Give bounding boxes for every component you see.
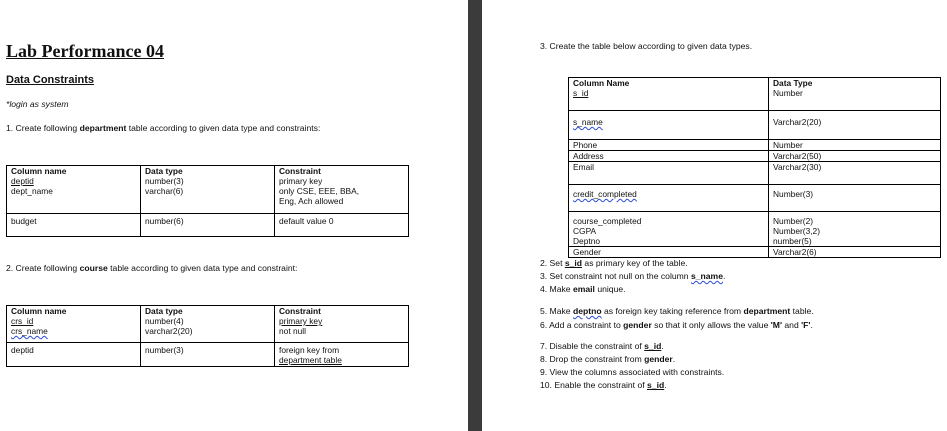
task-2 bbox=[540, 258, 688, 268]
table-cell: Email bbox=[569, 162, 769, 185]
task-6 bbox=[540, 320, 813, 330]
cell-text: credit_completed bbox=[573, 189, 637, 199]
task-3 bbox=[540, 271, 725, 281]
left-page bbox=[0, 0, 468, 431]
header-cell: Constraint bbox=[275, 166, 409, 177]
task-text: 6. Add a constraint to bbox=[540, 320, 624, 330]
question-2 bbox=[6, 263, 297, 273]
task-text: 5. Make bbox=[540, 306, 573, 316]
table-header-row bbox=[569, 78, 941, 89]
login-note: *login as system bbox=[6, 99, 69, 109]
task-keyword: gender bbox=[644, 354, 673, 364]
table-cell: foreign key from bbox=[275, 343, 409, 356]
page-divider bbox=[468, 0, 482, 431]
page-title: Lab Performance 04 bbox=[6, 41, 164, 61]
table-row bbox=[569, 111, 941, 140]
q1-table-name: department bbox=[79, 123, 127, 133]
table-cell: number(3) bbox=[141, 343, 275, 356]
table-cell: Phone bbox=[569, 140, 769, 151]
task-keyword: email bbox=[572, 284, 595, 294]
header-cell: Data type bbox=[141, 306, 275, 317]
table-cell: crs_id bbox=[7, 316, 141, 326]
task-text: as foreign key taking reference from bbox=[601, 306, 744, 316]
task-8 bbox=[540, 354, 675, 364]
table-cell: default value 0 bbox=[275, 214, 409, 237]
table-cell: Gender bbox=[569, 247, 769, 258]
table-cell: number(4) bbox=[141, 316, 275, 326]
table-cell: Number bbox=[769, 88, 941, 111]
table-cell: deptid bbox=[7, 176, 141, 186]
cell-text: course_completed bbox=[573, 216, 642, 226]
header-cell: Column name bbox=[7, 166, 141, 177]
task-text: table. bbox=[790, 306, 814, 316]
task-10 bbox=[540, 380, 667, 390]
q2-table-name: course bbox=[79, 263, 108, 273]
task-keyword: deptno bbox=[572, 306, 602, 316]
table-row bbox=[569, 88, 941, 111]
task-text: so that it only allows the value bbox=[651, 320, 771, 330]
table-cell: only CSE, EEE, BBA, bbox=[275, 186, 409, 196]
task-keyword: department bbox=[743, 306, 791, 316]
table-cell bbox=[569, 236, 769, 247]
task-keyword: gender bbox=[623, 320, 652, 330]
table-row bbox=[569, 236, 941, 247]
task-keyword: s_id bbox=[647, 380, 665, 390]
table-row bbox=[7, 326, 409, 343]
header-cell: Data Type bbox=[769, 78, 941, 89]
table-cell: Number bbox=[769, 140, 941, 151]
table-row bbox=[569, 247, 941, 258]
table-row bbox=[7, 214, 409, 237]
q1-text-post: table according to given data type and constraints: bbox=[126, 123, 321, 133]
cell-text: dept_name bbox=[11, 186, 53, 196]
department-table bbox=[6, 165, 409, 237]
table-cell: Varchar2(20) bbox=[769, 111, 941, 140]
table-cell: varchar2(20) bbox=[141, 326, 275, 343]
task-text: 2. Set bbox=[540, 258, 565, 268]
header-cell: Column name bbox=[7, 306, 141, 317]
task-7 bbox=[540, 341, 664, 351]
task-keyword: 'F' bbox=[801, 320, 811, 330]
table-row bbox=[569, 162, 941, 185]
table-cell bbox=[141, 196, 275, 214]
task-text: 9. View the columns associated with constraints. bbox=[540, 367, 725, 377]
q2-text-pre: 2. Create following bbox=[6, 263, 80, 273]
table-row bbox=[7, 186, 409, 196]
task-keyword: s_name bbox=[690, 271, 723, 281]
task-text: . bbox=[810, 320, 813, 330]
table-row bbox=[569, 185, 941, 212]
cell-text: Deptno bbox=[573, 236, 601, 246]
task-text: as primary key of the table. bbox=[582, 258, 688, 268]
table-cell: Varchar2(30) bbox=[769, 162, 941, 185]
table-cell bbox=[7, 343, 141, 356]
right-page bbox=[482, 0, 947, 431]
table-header-row bbox=[7, 306, 409, 317]
table-cell: number(6) bbox=[141, 214, 275, 237]
table-cell bbox=[141, 355, 275, 367]
table-row bbox=[7, 355, 409, 367]
task-text: . bbox=[672, 354, 676, 364]
table-cell bbox=[569, 185, 769, 212]
q1-text-pre: 1. Create following bbox=[6, 123, 80, 133]
cell-text: s_name bbox=[573, 117, 603, 127]
task-text: . bbox=[722, 271, 726, 281]
table-cell: s_id bbox=[569, 88, 769, 111]
table-row bbox=[569, 226, 941, 236]
table-cell: varchar(6) bbox=[141, 186, 275, 196]
task-4 bbox=[540, 284, 626, 294]
header-cell: Data type bbox=[141, 166, 275, 177]
table-cell: Eng, Ach allowed bbox=[275, 196, 409, 214]
task-keyword: s_id bbox=[564, 258, 583, 268]
table-cell: Number(3,2) bbox=[769, 226, 941, 236]
task-text: 3. Set constraint not null on the column bbox=[540, 271, 691, 281]
cell-text: crs_name bbox=[11, 326, 48, 336]
task-9 bbox=[540, 367, 724, 377]
table-row bbox=[7, 176, 409, 186]
table-row bbox=[569, 151, 941, 162]
q2-text-post: table according to given data type and constraint: bbox=[107, 263, 298, 273]
table-cell bbox=[569, 212, 769, 227]
table-cell: not null bbox=[275, 326, 409, 343]
table-row bbox=[569, 212, 941, 227]
question-1 bbox=[6, 123, 320, 133]
table-cell: number(5) bbox=[769, 236, 941, 247]
task-keyword: 'M' bbox=[770, 320, 782, 330]
section-heading: Data Constraints bbox=[6, 74, 95, 86]
table-cell: primary key bbox=[275, 316, 409, 326]
course-table bbox=[6, 305, 409, 367]
table-cell: Number(3) bbox=[769, 185, 941, 212]
table-row bbox=[7, 196, 409, 214]
task-keyword: s_id bbox=[644, 341, 662, 351]
task-text: . bbox=[664, 380, 667, 390]
table-header-row bbox=[7, 166, 409, 177]
table-cell: budget bbox=[7, 214, 141, 237]
table-row bbox=[569, 140, 941, 151]
header-cell: Constraint bbox=[275, 306, 409, 317]
table-row bbox=[7, 343, 409, 356]
table-cell bbox=[7, 326, 141, 343]
student-table bbox=[568, 77, 941, 258]
table-cell bbox=[7, 186, 141, 196]
table-cell bbox=[569, 111, 769, 140]
task-text: and bbox=[782, 320, 802, 330]
table-cell: Address bbox=[569, 151, 769, 162]
table-cell: primary key bbox=[275, 176, 409, 186]
table-cell: Varchar2(6) bbox=[769, 247, 941, 258]
cell-text: deptid bbox=[11, 345, 34, 355]
task-text: 7. Disable the constraint of bbox=[540, 341, 645, 351]
table-cell: number(3) bbox=[141, 176, 275, 186]
task-text: unique. bbox=[594, 284, 626, 294]
table-cell bbox=[7, 355, 141, 367]
task-5 bbox=[540, 306, 814, 316]
table-row bbox=[7, 316, 409, 326]
task-text: 10. Enable the constraint of bbox=[540, 380, 648, 390]
task-text: 8. Drop the constraint from bbox=[540, 354, 645, 364]
question-3: 3. Create the table below according to given data types. bbox=[540, 41, 753, 51]
table-cell: Number(2) bbox=[769, 212, 941, 227]
task-text: . bbox=[661, 341, 664, 351]
table-cell bbox=[7, 196, 141, 214]
header-cell: Column Name bbox=[569, 78, 769, 89]
table-cell: CGPA bbox=[569, 226, 769, 236]
task-text: 4. Make bbox=[540, 284, 573, 294]
table-cell: department table bbox=[275, 355, 409, 367]
table-cell: Varchar2(50) bbox=[769, 151, 941, 162]
